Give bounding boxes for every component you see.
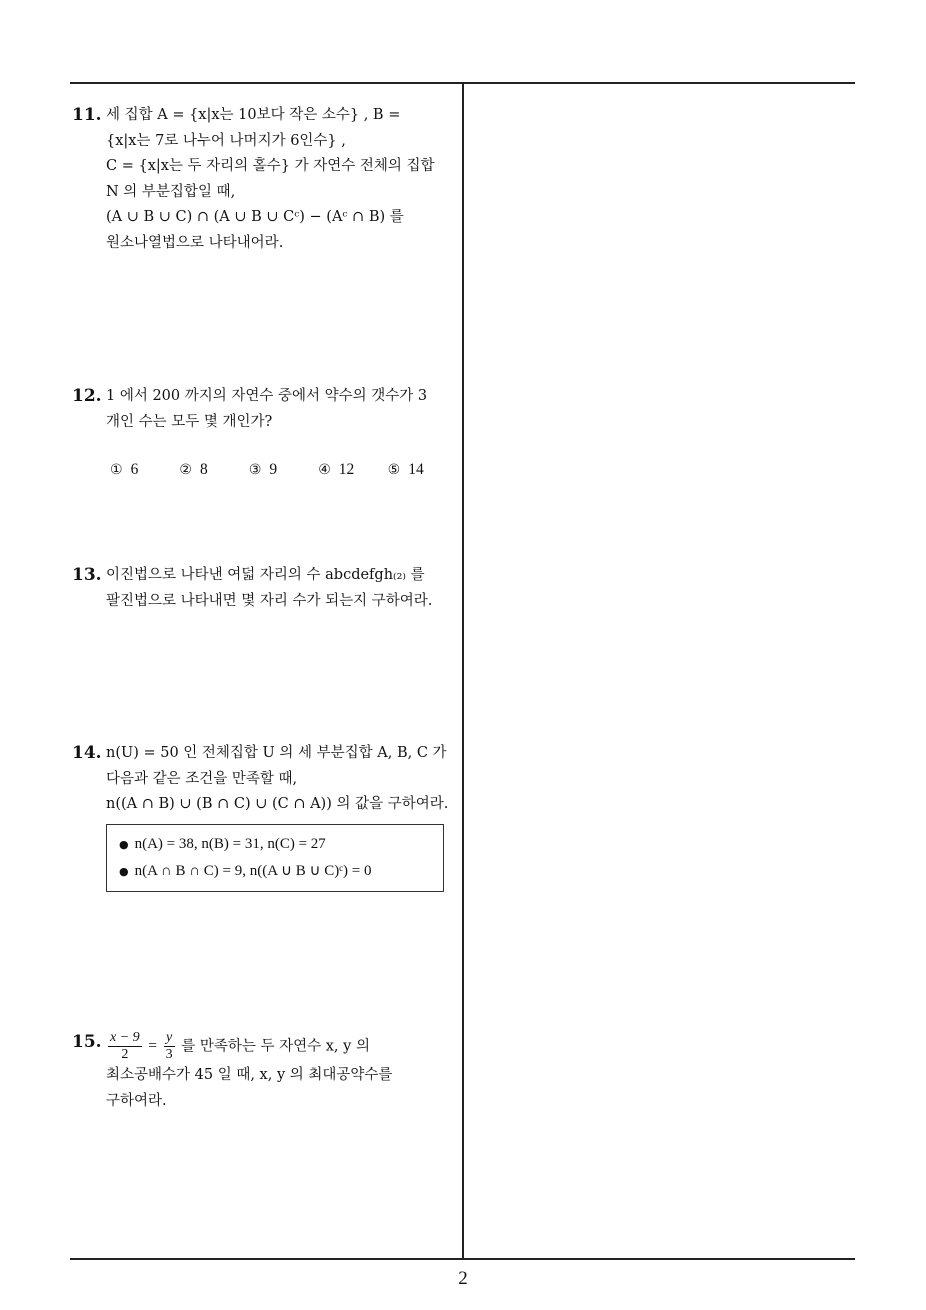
choice-mark: ③	[248, 462, 262, 478]
problem-line-rest: 를 만족하는 두 자연수 x, y 의	[181, 1038, 370, 1055]
problem-line: 원소나열법으로 나타내어라.	[106, 234, 284, 251]
problem-line: 최소공배수가 45 일 때, x, y 의 최대공약수를	[106, 1067, 393, 1083]
choice-value: 12	[338, 461, 355, 478]
bottom-rule	[70, 1258, 855, 1260]
problem-line: 다음과 같은 조건을 만족할 때,	[106, 770, 298, 787]
choice-4[interactable]	[318, 457, 387, 484]
problem-line	[106, 1030, 457, 1063]
condition-box	[106, 824, 444, 892]
fraction-numerator: x − 9	[110, 1030, 140, 1045]
condition-text: n(A) = 38, n(B) = 31, n(C) = 27	[134, 835, 326, 852]
bullet-icon: ●	[119, 837, 129, 851]
condition-text: n(A ∩ B ∩ C) = 9, n((A ∪ B ∪ C)ᶜ) = 0	[134, 862, 372, 879]
problem-text	[106, 563, 457, 614]
choice-mark: ⑤	[387, 462, 401, 478]
choice-mark: ①	[110, 462, 123, 478]
choice-value: 9	[269, 461, 278, 478]
fraction-numerator: y	[164, 1030, 175, 1047]
problem-line: 이진법으로 나타낸 여덟 자리의 수 abcdefgh₍₂₎ 를	[106, 567, 425, 583]
problem-number: 14.	[72, 743, 102, 763]
problem-line: N 의 부분집합일 때,	[106, 183, 236, 200]
problem-text	[106, 103, 457, 256]
choice-value: 6	[130, 461, 139, 478]
fraction-denominator: 2	[121, 1047, 129, 1062]
problem-number: 12.	[72, 386, 102, 406]
problem-line: 1 에서 200 까지의 자연수 중에서 약수의 갯수가 3	[106, 388, 428, 404]
page-number: 2	[458, 1268, 468, 1289]
equals-sign: =	[148, 1037, 158, 1055]
problem-line: {x|x는 7로 나누어 나머지가 6인수} ,	[106, 132, 346, 149]
choice-3[interactable]	[249, 457, 318, 484]
problem-13	[72, 563, 457, 614]
problem-14	[72, 741, 457, 892]
bullet-icon: ●	[119, 864, 129, 878]
problem-line: n((A ∩ B) ∪ (B ∩ C) ∪ (C ∩ A)) 의 값을 구하여라.	[106, 796, 449, 812]
fraction-x	[108, 1030, 142, 1063]
choice-value: 14	[408, 461, 424, 478]
problem-text	[106, 741, 457, 892]
problem-line: 구하여라.	[106, 1092, 167, 1109]
fraction-y	[164, 1030, 175, 1063]
problem-line: 팔진법으로 나타내면 몇 자리 수가 되는지 구하여라.	[106, 592, 433, 609]
problem-text	[106, 384, 457, 484]
problem-number: 15.	[72, 1032, 102, 1052]
problem-line: 세 집합 A = {x|x는 10보다 작은 소수} , B =	[106, 107, 401, 123]
problem-line: n(U) = 50 인 전체집합 U 의 세 부분집합 A, B, C 가	[106, 745, 447, 761]
column-divider	[462, 82, 464, 1259]
problem-number: 11.	[72, 105, 102, 125]
choice-5[interactable]	[388, 457, 457, 484]
problem-11	[72, 103, 457, 256]
condition-item	[119, 858, 443, 885]
problem-line: 개인 수는 모두 몇 개인가?	[106, 413, 273, 430]
choice-2[interactable]	[179, 457, 248, 484]
problem-12	[72, 384, 457, 484]
problem-line: (A ∪ B ∪ C) ∩ (A ∪ B ∪ Cᶜ) − (Aᶜ ∩ B) 를	[106, 209, 404, 225]
problem-15	[72, 1030, 457, 1114]
answer-choices	[110, 457, 457, 484]
choice-value: 8	[199, 461, 208, 478]
choice-mark: ④	[318, 462, 331, 478]
condition-item	[119, 831, 443, 858]
problem-number: 13.	[72, 565, 102, 585]
problem-line: C = {x|x는 두 자리의 홀수} 가 자연수 전체의 집합	[106, 158, 435, 174]
choice-mark: ②	[179, 462, 192, 478]
fraction-denominator: 3	[165, 1047, 173, 1062]
problem-text	[106, 1030, 457, 1114]
choice-1[interactable]	[110, 457, 179, 484]
